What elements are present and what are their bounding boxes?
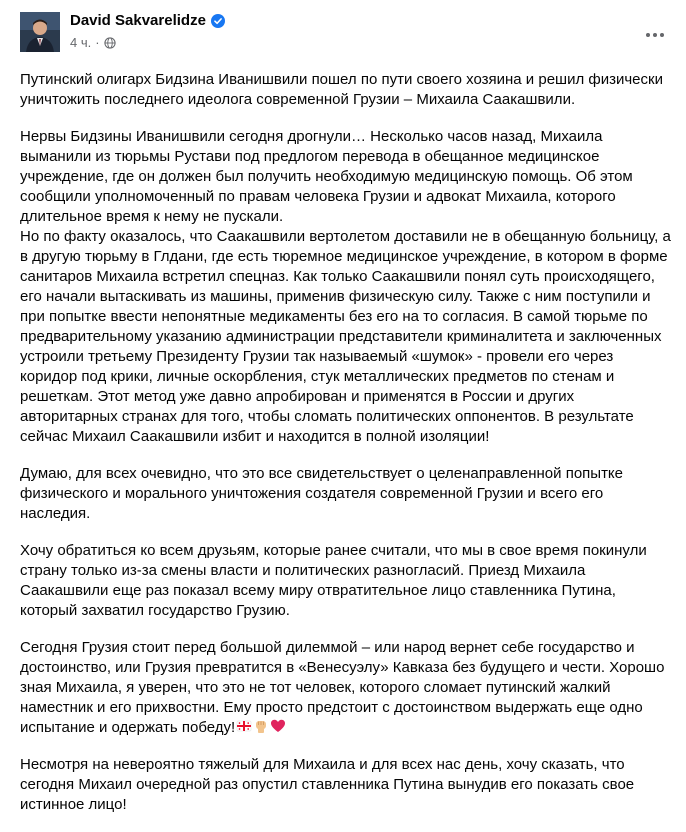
- post-text-line: истинное лицо!: [20, 796, 127, 813]
- post-text-line: зная Михаила, я уверен, что это не тот человек, которого сломает путинский жалкий: [20, 679, 611, 696]
- globe-icon[interactable]: [104, 37, 116, 49]
- author-name[interactable]: David Sakvarelidze: [70, 12, 206, 29]
- post-paragraph: [20, 70, 670, 110]
- post-text-line: наместник и его прихвостни. Ему просто предстоит с достоинством выдержать еще одно: [20, 699, 643, 716]
- post-text-line: Несмотря на невероятно тяжелый для Михаила и для всех нас день, хочу сказать, что: [20, 756, 625, 773]
- post-text-line: выманили из тюрьмы Рустави под предлогом перевода в обещанное медицинское: [20, 148, 600, 165]
- post-text-line: страну только из-за смены власти и политических разногласий. Приезд Михаила: [20, 562, 586, 579]
- avatar-image: [20, 12, 60, 52]
- post-text-line: достоинство, или Грузия превратится в «Венесуэлу» Кавказа без будущего и чести. Хорошо: [20, 659, 665, 676]
- meta-separator: ·: [95, 35, 100, 50]
- georgia-flag-emoji: [236, 718, 252, 734]
- post-text-line: авторитарных странах для того, чтобы сломать политических оппонентов. В результате: [20, 408, 634, 425]
- post-text-line: предварительному указанию администрации представители криминалитета и заключенных: [20, 328, 662, 345]
- post-paragraph: [20, 464, 670, 524]
- post-text-line: санитаров Михаила встретил спецназ. Как только Саакашвили понял суть происходящего,: [20, 268, 655, 285]
- post-text-line: Но по факту оказалось, что Саакашвили вертолетом доставили не в обещанную больницу, а: [20, 228, 671, 245]
- post-time[interactable]: 4 ч.: [70, 35, 92, 50]
- post-text-line: Путинский олигарх Бидзина Иванишвили пошел по пути своего хозяина и решил физически: [20, 71, 663, 88]
- author-name-row: [70, 12, 225, 29]
- post-text-line: его начали вытаскивать из машины, применив физическую силу. Также с ним поступили и: [20, 288, 651, 305]
- post-text-line: решеткам. Этот метод уже давно апробирован и применятся в России и других: [20, 388, 575, 405]
- more-options-icon: [645, 32, 665, 38]
- post-text-line: в другую тюрьму в Глдани, где есть тюремное медицинское учреждение, в котором в форме: [20, 248, 668, 265]
- post-text-line: Думаю, для всех очевидно, что это все свидетельствует о целенаправленной попытке: [20, 465, 624, 482]
- post-text-line: Саакашвили еще раз показал всему миру отвратительное лицо ставленника Путина,: [20, 582, 616, 599]
- post-header: [0, 0, 686, 60]
- post-text-line: Хочу обратиться ко всем друзьям, которые ранее считали, что мы в свое время покинули: [20, 542, 647, 559]
- verified-badge-icon: [211, 14, 225, 28]
- raised-fist-emoji: [253, 718, 269, 734]
- more-options-button[interactable]: [640, 20, 670, 50]
- post-text-line: при попытке ввести непонятные медикаменты без его на то согласия. В самой тюрьме по: [20, 308, 648, 325]
- post-text-line: сегодня Михаил очередной раз опустил ставленника Путина вынудив его показать свое: [20, 776, 635, 793]
- post-text-line: коридор под крики, личные оскорбления, стук металлических предметов по стенам и: [20, 368, 615, 385]
- post-text-line: Нервы Бидзины Иванишвили сегодня дрогнули… Несколько часов назад, Михаила: [20, 128, 603, 145]
- post-text-line: который захватил государство Грузию.: [20, 602, 290, 619]
- red-heart-emoji: [270, 718, 286, 734]
- post-paragraph: [20, 127, 670, 447]
- post-paragraph: [20, 541, 670, 621]
- post-text-line: устроили третьему Президенту Грузии так называемый «шумок» - провели его через: [20, 348, 614, 365]
- emoji-group: [236, 718, 286, 734]
- post-text-line: сообщили уполномоченный по правам человека Грузии и адвокат Михаила, которого: [20, 188, 616, 205]
- avatar[interactable]: [20, 12, 60, 52]
- post-text-line: испытание и одержать победу!: [20, 718, 670, 738]
- post-text-line: физического и морального уничтожения создателя современной Грузии и всего его: [20, 485, 604, 502]
- post-meta: [70, 35, 116, 50]
- post-paragraph: [20, 638, 670, 738]
- post-text-line: наследия.: [20, 505, 91, 522]
- post-text-line: сейчас Михаил Саакашвили избит и находится в полной изоляции!: [20, 428, 490, 445]
- post-text-line: уничтожить последнего идеолога современной Грузии – Михаила Саакашвили.: [20, 91, 576, 108]
- post-paragraph: [20, 755, 670, 815]
- post-text-line: учреждение, где он должен был получить необходимую медицинскую помощь. Об этом: [20, 168, 633, 185]
- post-text: [20, 70, 670, 832]
- post-text-line: Сегодня Грузия стоит перед большой дилеммой – или народ вернет себе государство и: [20, 639, 635, 656]
- post-text-line: длительное время к нему не пускали.: [20, 208, 284, 225]
